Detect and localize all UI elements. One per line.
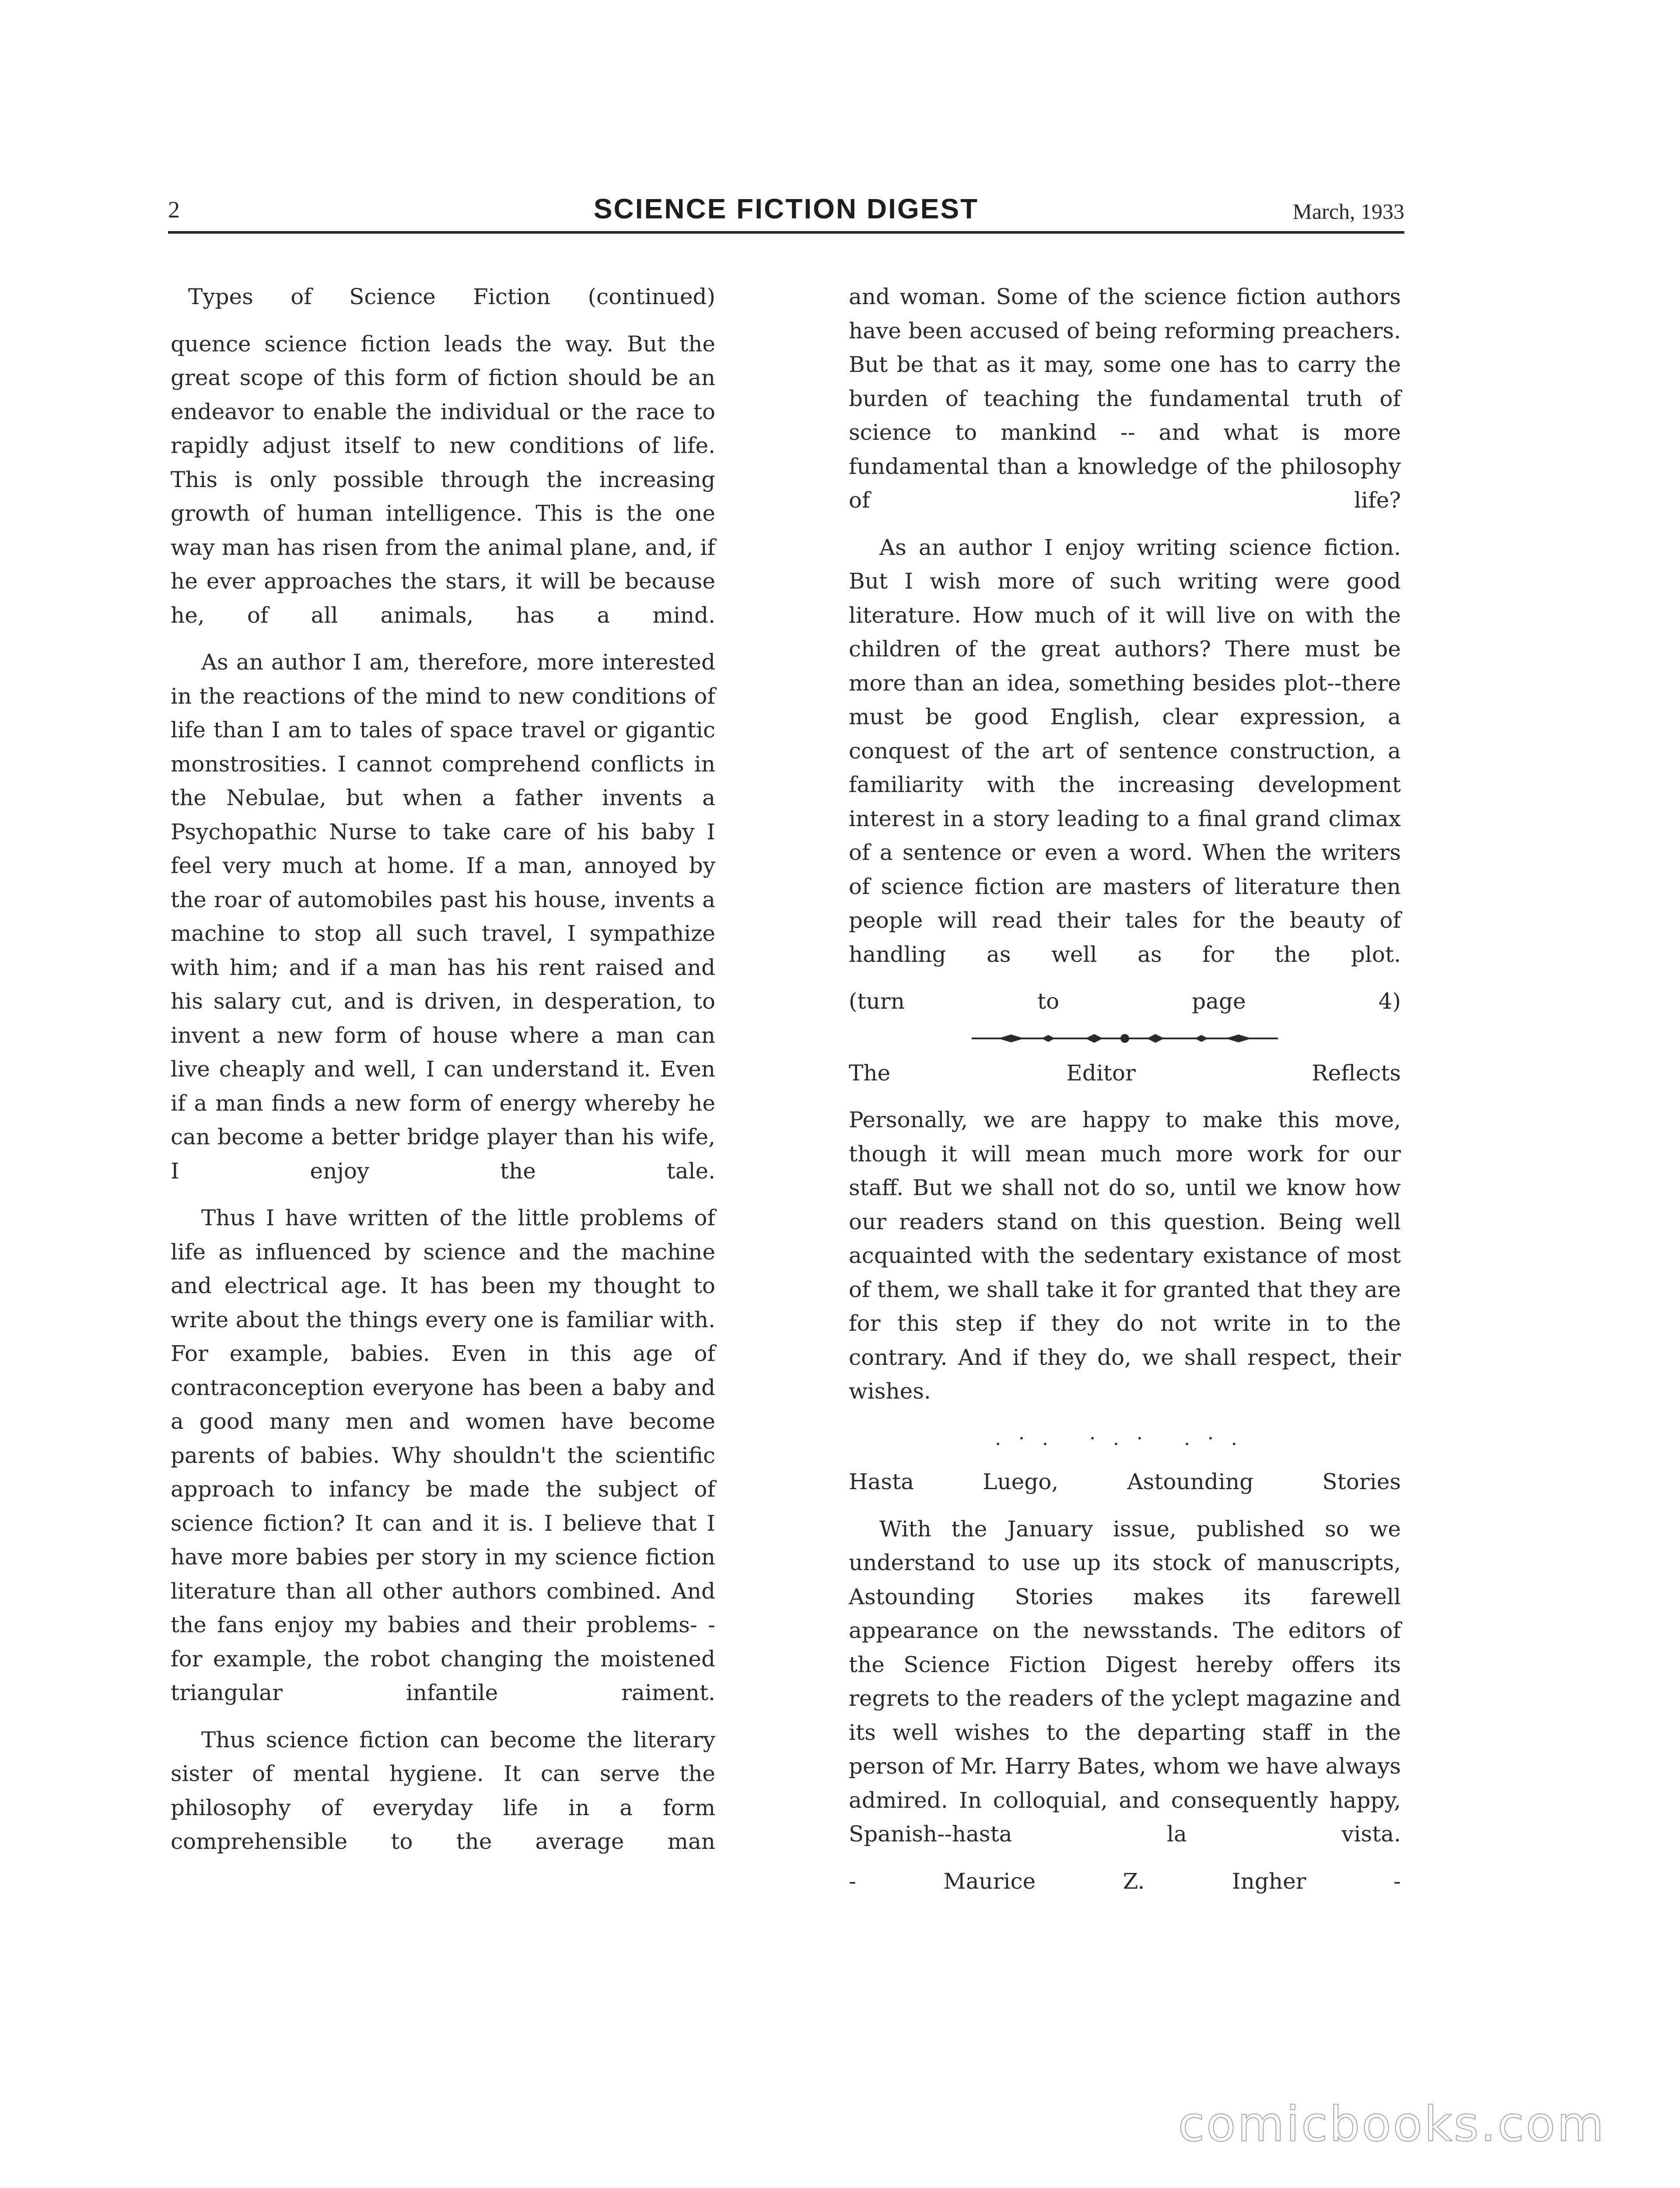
editor-section-title: The Editor Reflects: [849, 1060, 1401, 1086]
right-column: [849, 280, 1401, 1911]
issue-date: March, 1933: [1292, 199, 1404, 224]
ornament-divider: [967, 1032, 1282, 1045]
farewell-section-title: Hasta Luego, Astounding Stories: [849, 1469, 1401, 1494]
article-paragraph: quence science fiction leads the way. But the great scope of this form of fiction should be an endeavor to enable the individual or the race to rapidly adjust itself to new conditions of life. This is only possible through the increasing growth of human intelligence. This is the one way man has risen from the animal plane, and, if he ever approaches the stars, it will be because he, of all animals, has a mind.: [171, 331, 715, 628]
article-paragraph: As an author I am, therefore, more interested in the reactions of the mind to new conditions of life than I am to tales of space travel or gigantic monstrosities. I cannot comprehend conflicts in the Nebulae, but when a father invents a Psychopathic Nurse to take care of his baby I feel very much at home. If a man, annoyed by the roar of automobiles past his house, invents a machine to stop all such travel, I sympathize with him; and if a man has his rent raised and his salary cut, and is driven, in desperation, to invent a new form of house where a man can live cheaply and well, I can understand it. Even if a man finds a new form of energy whereby he can become a better bridge player than his wife, I enjoy the tale.: [171, 649, 715, 1184]
continuation-note: (turn to page 4): [849, 989, 1401, 1014]
watermark: comicbooks.com: [1178, 2096, 1606, 2152]
farewell-section-body: With the January issue, published so we understand to use up its stock of manuscripts, Astounding Stories makes its farewell appearance on the newsstands. The editors of the Science Fiction Digest hereby offers its regrets to the readers of the yclept magazine and its well wishes to the departing staff in the person of Mr. Harry Bates, whom we have always admired. In colloquial, and consequently happy, Spanish--hasta la vista.: [849, 1516, 1401, 1847]
editor-section-body: Personally, we are happy to make this move, though it will mean much more work for our staff. But we shall not do so, until we know how our readers stand on this question. Being well acquainted with the sedentary existance of most of them, we shall take it for granted that they are for this step if they do not write in to the contrary. And if they do, we shall respect, their wishes.: [849, 1107, 1401, 1404]
magazine-title: SCIENCE FICTION DIGEST: [593, 193, 979, 224]
page-header: [168, 193, 1404, 234]
article-paragraph: and woman. Some of the science fiction authors have been accused of being reforming preachers. But be that as it may, some one has to carry the burden of teaching the fundamental truth of science to mankind -- and what is more fundamental than a knowledge of the philosophy of life?: [849, 284, 1401, 513]
article-paragraph: Thus I have written of the little problems of life as influenced by science and the machine and electrical age. It has been my thought to write about the things every one is familiar with. For example, babies. Even in this age of contraconception everyone has been a baby and a good many men and women have become parents of babies. Why shouldn't the scientific approach to infancy be made the subject of science fiction? It can and it is. I believe that I have more babies per story in my science fiction literature than all other authors combined. And the fans enjoy my babies and their problems- - for example, the robot changing the moistened triangular infantile raiment.: [171, 1205, 715, 1705]
section-separator: .·. ·.· .·.: [995, 1427, 1255, 1450]
article-paragraph: As an author I enjoy writing science fiction. But I wish more of such writing were good literature. How much of it will live on with the children of the great authors? There must be more than an idea, something besides plot--there must be good English, clear expression, a conquest of the art of sentence construction, a familiarity with the increasing development interest in a story leading to a final grand climax of a sentence or even a word. When the writers of science fiction are masters of literature then people will read their tales for the beauty of handling as well as for the plot.: [849, 534, 1401, 967]
article-heading: Types of Science Fiction (continued): [188, 284, 715, 309]
signature: - Maurice Z. Ingher -: [849, 1868, 1401, 1894]
article-paragraph: Thus science fiction can become the literary sister of mental hygiene. It can serve the philosophy of everyday life in a form comprehensible to the average man: [171, 1727, 715, 1854]
left-column: [171, 280, 715, 1872]
page-number: 2: [168, 196, 180, 223]
